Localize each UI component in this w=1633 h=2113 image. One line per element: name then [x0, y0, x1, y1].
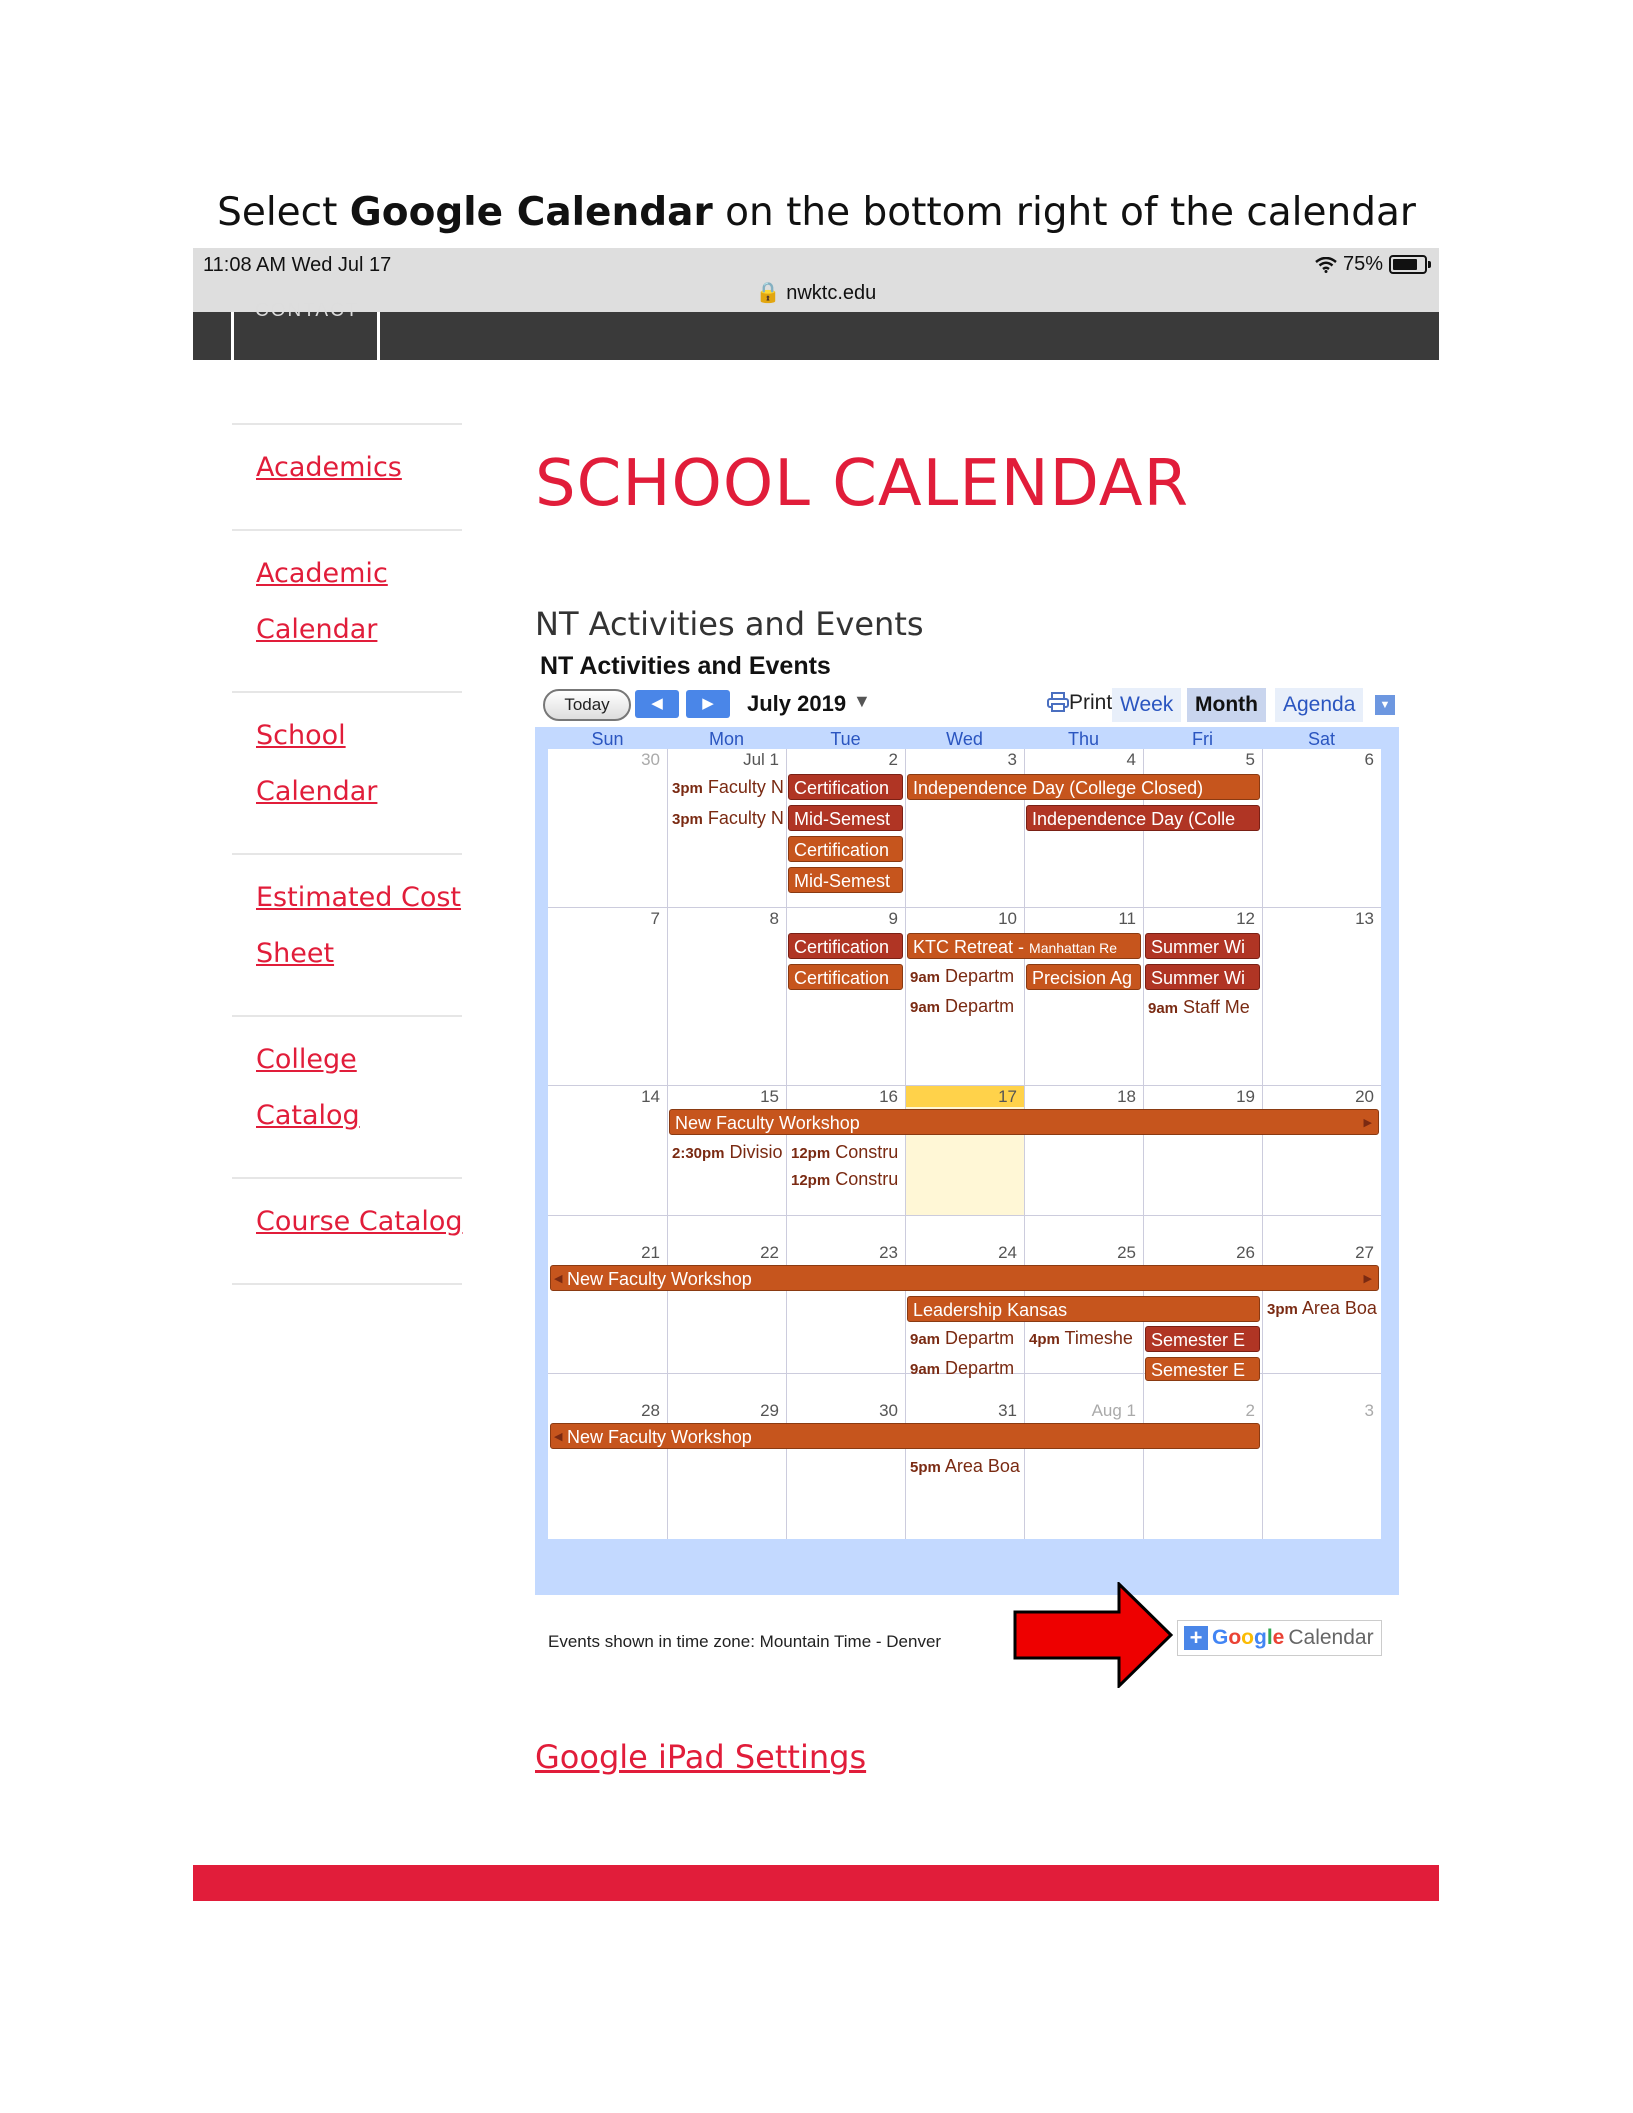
sidebar-link-college-catalog[interactable]: College	[256, 1044, 357, 1075]
dow-sat: Sat	[1307, 729, 1336, 749]
day-number[interactable]: 8	[769, 909, 779, 928]
instruction-heading	[0, 190, 1633, 235]
next-month-icon[interactable]: ▶	[686, 690, 730, 718]
calendar-event[interactable]: 12pm Constru	[791, 1169, 899, 1189]
calendar-event-multiday[interactable]: New Faculty Workshop ▶	[669, 1109, 1379, 1135]
page-title: SCHOOL CALENDAR	[535, 447, 1190, 521]
calendar-event[interactable]: Summer Wi	[1145, 964, 1260, 990]
calendar-event[interactable]: Semester E	[1145, 1326, 1260, 1352]
calendar-event[interactable]: KTC Retreat - Manhattan Re	[907, 933, 1141, 959]
battery-percent: 75%	[1342, 253, 1383, 275]
google-ipad-settings-link[interactable]: Google iPad Settings	[535, 1738, 867, 1776]
day-number[interactable]: 23	[879, 1243, 898, 1262]
status-right	[1315, 253, 1427, 276]
day-number[interactable]: 20	[1355, 1087, 1374, 1106]
wifi-icon	[1315, 257, 1337, 273]
red-arrow-icon	[1013, 1582, 1175, 1688]
calendar-event[interactable]: 9am Departm	[910, 966, 1015, 986]
continues-left-icon: ◀	[554, 1273, 563, 1285]
site-nav-bar	[193, 300, 1439, 360]
ios-status-bar	[193, 248, 1439, 312]
day-number[interactable]: 9	[888, 909, 898, 928]
calendar-name: NT Activities and Events	[540, 652, 831, 680]
day-number[interactable]: 27	[1355, 1243, 1374, 1262]
calendar-event-multiday[interactable]: ◀ New Faculty Workshop	[550, 1423, 1260, 1449]
grid-line	[548, 907, 1381, 908]
day-number[interactable]: 24	[998, 1243, 1017, 1262]
day-number[interactable]: 26	[1236, 1243, 1255, 1262]
sidebar-link-academic-calendar-line2[interactable]: Calendar	[256, 614, 378, 645]
view-dropdown-icon[interactable]: ▼	[1375, 695, 1395, 715]
calendar-event[interactable]: 12pm Constru	[791, 1142, 899, 1162]
sidebar-link-estimated-cost-line2[interactable]: Sheet	[256, 938, 335, 969]
day-number[interactable]: 29	[760, 1401, 779, 1420]
day-number[interactable]: 30	[879, 1401, 898, 1420]
day-number[interactable]: 16	[879, 1087, 898, 1106]
calendar-event[interactable]: 3pm Faculty N	[672, 808, 784, 828]
month-dropdown-icon[interactable]: ▼	[853, 691, 871, 711]
dow-sun: Sun	[591, 729, 624, 749]
printer-icon	[1047, 692, 1069, 712]
sidebar-divider	[232, 691, 462, 693]
month-label: July 2019	[747, 691, 847, 716]
sidebar-link-college-catalog-line2[interactable]: Catalog	[256, 1100, 360, 1131]
calendar-event[interactable]: 5pm Area Boa	[910, 1456, 1020, 1476]
sidebar-link-academic-calendar[interactable]: Academic	[256, 558, 388, 589]
calendar-event[interactable]: 3pm Area Boa	[1267, 1298, 1377, 1318]
sidebar-link-estimated-cost[interactable]: Estimated Cost	[256, 882, 462, 913]
grid-line	[548, 1215, 1381, 1216]
calendar-event[interactable]: Certification	[788, 774, 903, 800]
calendar-event[interactable]: Mid-Semest	[788, 805, 903, 831]
sidebar-link-school-calendar-line2[interactable]: Calendar	[256, 776, 378, 807]
sidebar-divider	[232, 1177, 462, 1179]
calendar-widget	[535, 647, 1399, 1651]
calendar-event[interactable]: Leadership Kansas	[907, 1296, 1260, 1322]
continues-right-icon: ▶	[1363, 1117, 1372, 1129]
nav-divider	[231, 312, 234, 360]
calendar-event[interactable]: 9am Departm	[910, 1328, 1015, 1348]
day-number[interactable]: 6	[1364, 750, 1374, 769]
day-number[interactable]: 2	[888, 750, 898, 769]
month-grid-frame	[535, 727, 1399, 1651]
day-number[interactable]: 30	[641, 750, 660, 769]
continues-right-icon: ▶	[1363, 1273, 1372, 1285]
day-number[interactable]: 5	[1245, 750, 1255, 769]
calendar-event[interactable]: 9am Staff Me	[1148, 997, 1250, 1017]
instruction-bold: Google Calendar	[349, 190, 713, 235]
continues-left-icon: ◀	[554, 1431, 563, 1443]
calendar-event[interactable]: 9am Departm	[910, 1358, 1015, 1378]
sidebar-link-academics[interactable]: Academics	[256, 452, 402, 483]
calendar-event[interactable]: Semester E	[1145, 1357, 1260, 1381]
tab-week[interactable]: Week	[1112, 688, 1181, 722]
day-number[interactable]: 15	[760, 1087, 779, 1106]
day-number[interactable]: 7	[650, 909, 660, 928]
calendar-event[interactable]: Precision Ag	[1026, 964, 1141, 990]
day-number[interactable]: 28	[641, 1401, 660, 1420]
day-number[interactable]: 3	[1007, 750, 1017, 769]
nav-divider	[377, 312, 380, 360]
nav-item-contact[interactable]: CONTACT	[255, 300, 360, 321]
day-number[interactable]: 13	[1355, 909, 1374, 928]
google-calendar-label: Calendar	[1288, 1626, 1374, 1649]
tab-month[interactable]: Month	[1187, 688, 1266, 722]
month-grid	[548, 749, 1381, 1539]
calendar-event[interactable]: 3pm Faculty N	[672, 777, 784, 797]
sidebar-divider	[232, 423, 462, 425]
dow-fri: Fri	[1192, 729, 1213, 749]
day-number[interactable]: 31	[998, 1401, 1017, 1420]
section-title: NT Activities and Events	[535, 605, 924, 643]
google-calendar-button[interactable]	[1177, 1620, 1382, 1656]
day-number[interactable]: 2	[1245, 1401, 1255, 1420]
battery-icon	[1389, 255, 1427, 274]
print-button[interactable]	[1047, 691, 1112, 715]
calendar-event[interactable]: Independence Day (College Closed)	[907, 774, 1260, 800]
lock-icon: 🔒	[755, 282, 781, 304]
day-number[interactable]: Aug 1	[1091, 1401, 1136, 1420]
day-number[interactable]: 18	[1117, 1087, 1136, 1106]
day-number-today[interactable]: 17	[998, 1087, 1017, 1106]
address-bar[interactable]	[193, 280, 1439, 305]
calendar-event[interactable]: 9am Departm	[910, 996, 1015, 1016]
day-number[interactable]: Jul 1	[743, 750, 779, 769]
calendar-event[interactable]: Certification	[788, 836, 903, 862]
address-url: nwktc.edu	[786, 282, 877, 304]
instruction-post: on the bottom right of the calendar	[712, 190, 1416, 235]
tab-agenda[interactable]: Agenda	[1275, 688, 1363, 722]
day-number[interactable]: 11	[1118, 909, 1136, 928]
sidebar-divider	[232, 529, 462, 531]
sidebar-divider	[232, 853, 462, 855]
instruction-pre: Select	[217, 190, 350, 235]
day-number[interactable]: 3	[1364, 1401, 1374, 1420]
day-number[interactable]: 12	[1236, 909, 1255, 928]
today-button[interactable]: Today	[543, 689, 631, 721]
day-number[interactable]: 21	[641, 1243, 660, 1262]
calendar-event[interactable]: Certification	[788, 964, 903, 990]
sidebar-divider	[232, 1015, 462, 1017]
sidebar-divider	[232, 1283, 462, 1285]
day-number[interactable]: 14	[641, 1087, 660, 1106]
footer-bar	[193, 1865, 1439, 1901]
prev-month-icon[interactable]: ◀	[635, 690, 679, 718]
calendar-event[interactable]: Independence Day (Colle	[1026, 805, 1260, 831]
print-label: Print	[1069, 691, 1113, 714]
dow-wed: Wed	[946, 729, 983, 749]
timezone-note: Events shown in time zone: Mountain Time - Denver	[548, 1632, 942, 1651]
dow-mon: Mon	[708, 729, 744, 749]
google-logo: Google	[1212, 1626, 1285, 1649]
calendar-event-multiday[interactable]: ◀ New Faculty Workshop ▶	[550, 1265, 1379, 1291]
calendar-event[interactable]: 4pm Timeshe	[1029, 1328, 1133, 1348]
calendar-event[interactable]: Mid-Semest	[788, 867, 903, 893]
plus-icon: +	[1184, 1626, 1208, 1650]
sidebar-link-school-calendar[interactable]: School	[256, 720, 346, 751]
dow-tue: Tue	[830, 729, 861, 749]
calendar-event[interactable]: 2:30pm Divisio	[672, 1142, 783, 1162]
day-number[interactable]: 22	[760, 1243, 779, 1262]
dow-thu: Thu	[1067, 729, 1100, 749]
calendar-event[interactable]: Summer Wi	[1145, 933, 1260, 959]
day-number[interactable]: 19	[1236, 1087, 1255, 1106]
day-number[interactable]: 4	[1126, 750, 1136, 769]
day-number[interactable]: 10	[998, 909, 1017, 928]
sidebar-link-course-catalog[interactable]: Course Catalog	[256, 1206, 463, 1237]
day-number[interactable]: 25	[1117, 1243, 1136, 1262]
status-time: 11:08 AM Wed Jul 17	[203, 254, 392, 276]
calendar-event[interactable]: Certification	[788, 933, 903, 959]
grid-line	[548, 1085, 1381, 1086]
